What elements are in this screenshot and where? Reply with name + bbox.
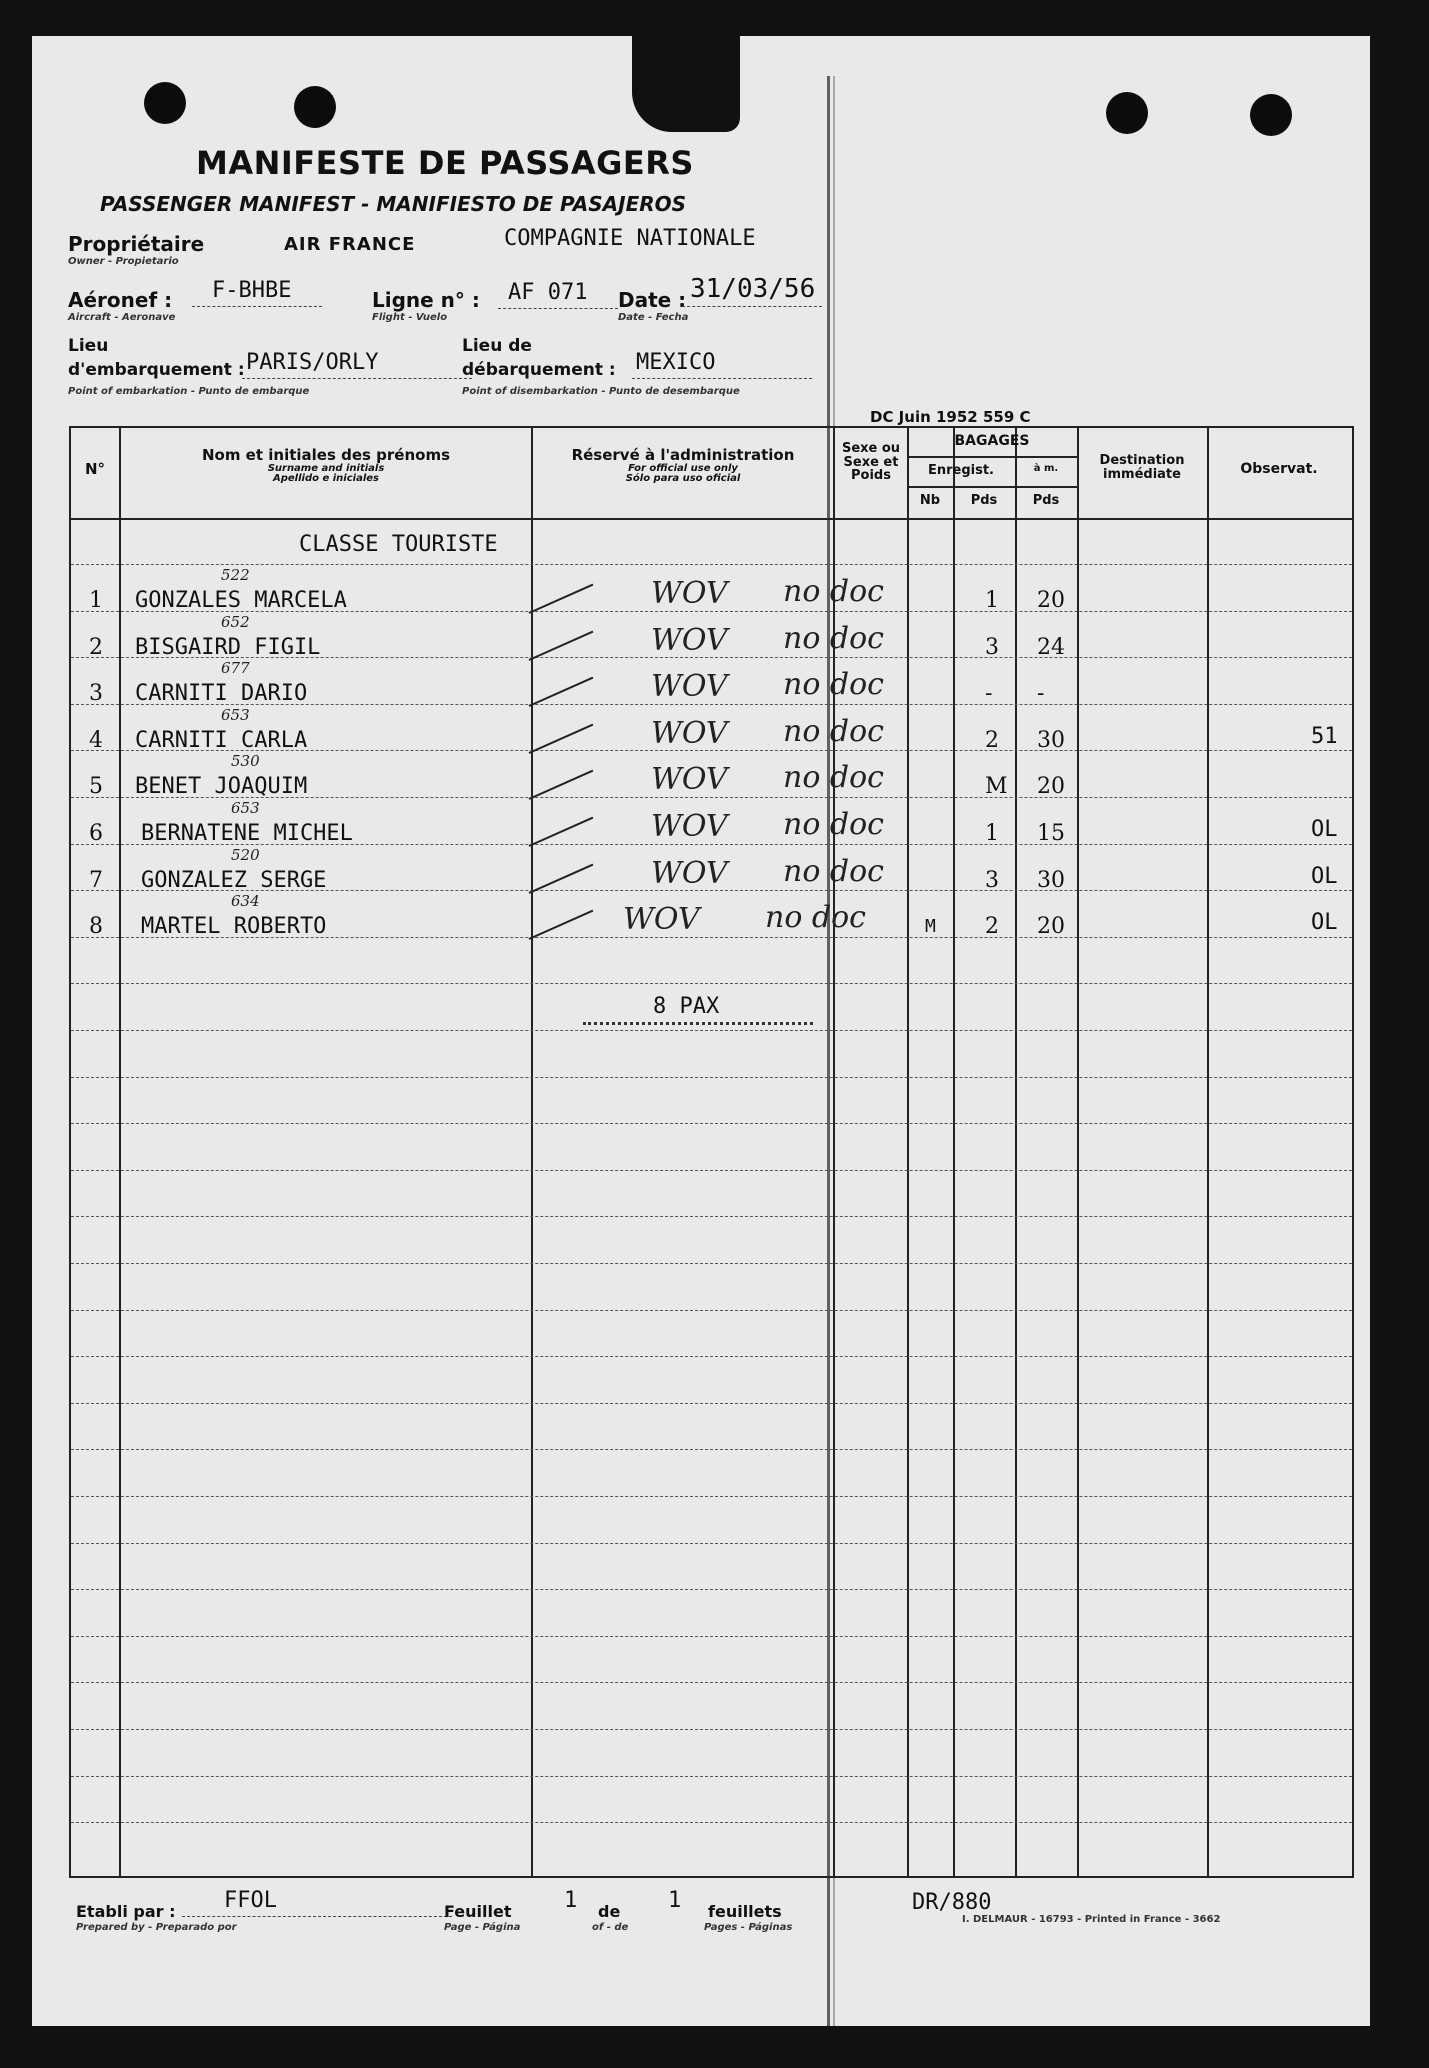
manifest-sheet (32, 36, 1370, 2026)
header-bottom-line (71, 518, 1352, 520)
row-rule (71, 1776, 1352, 1777)
row-number: 2 (89, 634, 103, 660)
col-destination: Destination immédiate (1099, 453, 1185, 482)
company-value: COMPAGNIE NATIONALE (504, 226, 756, 251)
slash-mark (529, 677, 594, 707)
baggage-weight: 20 (1037, 774, 1065, 800)
passenger-name: CARNITI CARLA (135, 727, 308, 753)
baggage-count: 3 (985, 867, 999, 893)
passenger-name: GONZALES MARCELA (135, 588, 347, 613)
col-no: N° (84, 460, 106, 478)
row-number: 3 (89, 681, 103, 707)
doc-note: no doc (783, 620, 884, 656)
disembark-value: MEXICO (636, 350, 716, 375)
embark-sub: Point of embarkation - Punto de embarque (68, 386, 310, 397)
ticket-code: 652 (221, 612, 250, 631)
doc-note: no doc (783, 807, 884, 842)
passenger-name: GONZALEZ SERGE (141, 867, 327, 893)
row-rule (71, 1636, 1352, 1637)
of-sub: of - de (592, 1922, 629, 1933)
passenger-name: BENET JOAQUIM (135, 774, 308, 800)
hdr-line (907, 456, 1077, 458)
disembark-label-1: Lieu de (462, 336, 532, 356)
row-rule (71, 1682, 1352, 1683)
embark-value: PARIS/ORLY (246, 350, 379, 375)
doc-note: no doc (783, 667, 884, 703)
row-rule (71, 1123, 1352, 1124)
row-rule (71, 1077, 1352, 1078)
col-admin-label: Réservé à l'administration (571, 446, 795, 464)
baggage-weight: 20 (1037, 588, 1065, 613)
baggage-weight: 20 (1037, 914, 1065, 940)
slash-mark (529, 817, 594, 847)
doc-note: no doc (765, 900, 866, 936)
punch-hole (144, 82, 186, 124)
baggage-weight: 24 (1037, 634, 1065, 660)
aircraft-value: F-BHBE (212, 278, 292, 303)
slash-mark (529, 910, 594, 940)
baggage-weight: 15 (1037, 821, 1065, 846)
observation: OL (1311, 863, 1338, 889)
row-rule (71, 1496, 1352, 1497)
col-name-sub2: Apellido e iniciales (273, 473, 379, 485)
line-label: Ligne n° : (372, 288, 480, 312)
owner-value: AIR FRANCE (284, 234, 416, 255)
ticket-code: 653 (231, 799, 260, 817)
col-admin (535, 448, 831, 485)
baggage-count: - (985, 681, 993, 707)
col-checked: Enregist. (927, 463, 994, 478)
table-row (71, 845, 1352, 911)
row-rule (71, 1449, 1352, 1450)
row-rule (71, 1310, 1352, 1311)
ticket-code: 522 (221, 566, 250, 584)
ticket-code: 520 (231, 845, 260, 864)
prepared-sub: Prepared by - Preparado por (76, 1922, 237, 1933)
observation: OL (1311, 910, 1338, 936)
underline (498, 308, 618, 309)
col-observ: Observat. (1240, 461, 1318, 477)
admin-note: WOV (651, 576, 728, 611)
passenger-name: BERNATENE MICHEL (141, 821, 353, 846)
manifest-table (69, 426, 1354, 1878)
passenger-name: BISGAIRD FIGIL (135, 634, 321, 660)
admin-note: WOV (651, 855, 728, 891)
row-rule (71, 1356, 1352, 1357)
row-number: 6 (89, 821, 103, 846)
doc-note: no doc (783, 574, 884, 609)
admin-note: WOV (651, 622, 728, 658)
total-underline (583, 1022, 813, 1025)
admin-note: WOV (651, 669, 728, 705)
aircraft-label: Aéronef : (68, 288, 173, 312)
punch-hole (294, 86, 336, 128)
doc-note: no doc (783, 853, 884, 889)
col-hand: à m. (1033, 463, 1059, 474)
printer-line: I. DELMAUR - 16793 - Printed in France - 3662 (962, 1914, 1221, 1925)
baggage-weight: 30 (1037, 867, 1065, 893)
sheets-label: feuillets (708, 1902, 782, 1921)
page-subtitle: PASSENGER MANIFEST - MANIFIESTO DE PASAJEROS (100, 192, 687, 216)
row-rule (71, 1030, 1352, 1031)
prepared-value: FFOL (224, 1888, 277, 1913)
col-name-sub1: Surname and initials (267, 462, 385, 474)
slash-mark (529, 863, 594, 893)
row-rule (71, 1729, 1352, 1730)
date-label: Date : (618, 288, 687, 312)
baggage-count: 2 (985, 914, 999, 940)
row-number: 5 (89, 774, 103, 800)
of-label: de (598, 1902, 621, 1921)
baggage-count: 3 (985, 634, 999, 660)
row-rule (71, 1263, 1352, 1264)
row-number: 8 (89, 914, 103, 940)
baggage-count: 2 (985, 727, 999, 753)
col-sex: Sexe ou Sexe et Poids (841, 441, 901, 484)
admin-note: WOV (623, 902, 700, 938)
punch-hole (1106, 92, 1148, 134)
ticket-code: 653 (221, 705, 250, 724)
embark-label-2: d'embarquement : (68, 360, 245, 380)
hdr-line (907, 486, 1077, 488)
underline (182, 1916, 452, 1917)
sheets-sub: Pages - Páginas (704, 1922, 793, 1933)
prepared-label: Etabli par : (76, 1902, 176, 1921)
punch-hole (1250, 94, 1292, 136)
sheet-sub: Page - Página (444, 1922, 521, 1933)
observation: 51 (1311, 723, 1338, 749)
aircraft-sub: Aircraft - Aeronave (68, 312, 176, 323)
col-admin-sub2: Sólo para uso oficial (625, 473, 741, 485)
passenger-name: CARNITI DARIO (135, 681, 308, 707)
col-pds: Pds (970, 493, 998, 508)
col-admin-sub1: For official use only (628, 462, 738, 474)
slash-mark (529, 723, 594, 753)
col-name (123, 448, 529, 485)
row-rule (71, 1216, 1352, 1217)
sheet-label: Feuillet (444, 1902, 512, 1921)
row-rule (71, 1543, 1352, 1544)
col-hand-pds: Pds (1032, 493, 1060, 508)
baggage-count: 1 (985, 821, 999, 846)
owner-sub: Owner - Propietario (68, 256, 179, 267)
ticket-code: 530 (231, 752, 260, 771)
observation: OL (1311, 817, 1338, 842)
passenger-name: MARTEL ROBERTO (141, 914, 327, 940)
ticket-code: 677 (221, 659, 250, 678)
doc-note: no doc (783, 713, 884, 749)
row-rule (71, 564, 1352, 565)
reference: DR/880 (912, 1890, 992, 1915)
row-number: 4 (89, 727, 103, 753)
baggage-count: 1 (985, 588, 999, 613)
date-value: 31/03/56 (690, 274, 816, 304)
line-value: AF 071 (508, 280, 588, 305)
tab-cutout (632, 36, 740, 132)
page-title: MANIFESTE DE PASSAGERS (196, 144, 694, 182)
sex-value: M (925, 916, 936, 938)
underline (242, 378, 472, 379)
col-name-label: Nom et initiales des prénoms (201, 446, 451, 464)
embark-label-1: Lieu (68, 336, 109, 356)
form-code: DC Juin 1952 559 C (870, 408, 1031, 426)
baggage-weight: 30 (1037, 727, 1065, 753)
row-rule (71, 1170, 1352, 1171)
slash-mark (529, 584, 594, 614)
slash-mark (529, 770, 594, 800)
slash-mark (529, 630, 594, 660)
disembark-label-2: débarquement : (462, 360, 616, 380)
row-number: 1 (89, 588, 103, 613)
table-row (71, 892, 1352, 954)
of-value: 1 (668, 1888, 682, 1913)
admin-note: WOV (651, 762, 728, 798)
baggage-weight: - (1037, 681, 1045, 707)
class-label: CLASSE TOURISTE (299, 532, 498, 557)
owner-label: Propriétaire (68, 232, 205, 256)
ticket-code: 634 (231, 892, 260, 911)
doc-note: no doc (783, 760, 884, 796)
admin-note: WOV (651, 715, 728, 751)
col-baggage: BAGAGES (954, 433, 1030, 449)
row-rule (71, 1589, 1352, 1590)
disembark-sub: Point of disembarkation - Punto de desembarque (462, 386, 740, 397)
line-sub: Flight - Vuelo (372, 312, 448, 323)
underline (682, 306, 822, 307)
row-rule (71, 1403, 1352, 1404)
date-sub: Date - Fecha (618, 312, 689, 323)
sheet-value: 1 (564, 1888, 578, 1913)
underline (632, 378, 812, 379)
baggage-count: M (985, 774, 1008, 800)
row-rule (71, 983, 1352, 984)
col-nb: Nb (919, 493, 941, 508)
total-pax: 8 PAX (653, 994, 720, 1019)
underline (192, 306, 322, 307)
admin-note: WOV (651, 809, 728, 844)
row-rule (71, 1822, 1352, 1823)
row-number: 7 (89, 867, 103, 893)
